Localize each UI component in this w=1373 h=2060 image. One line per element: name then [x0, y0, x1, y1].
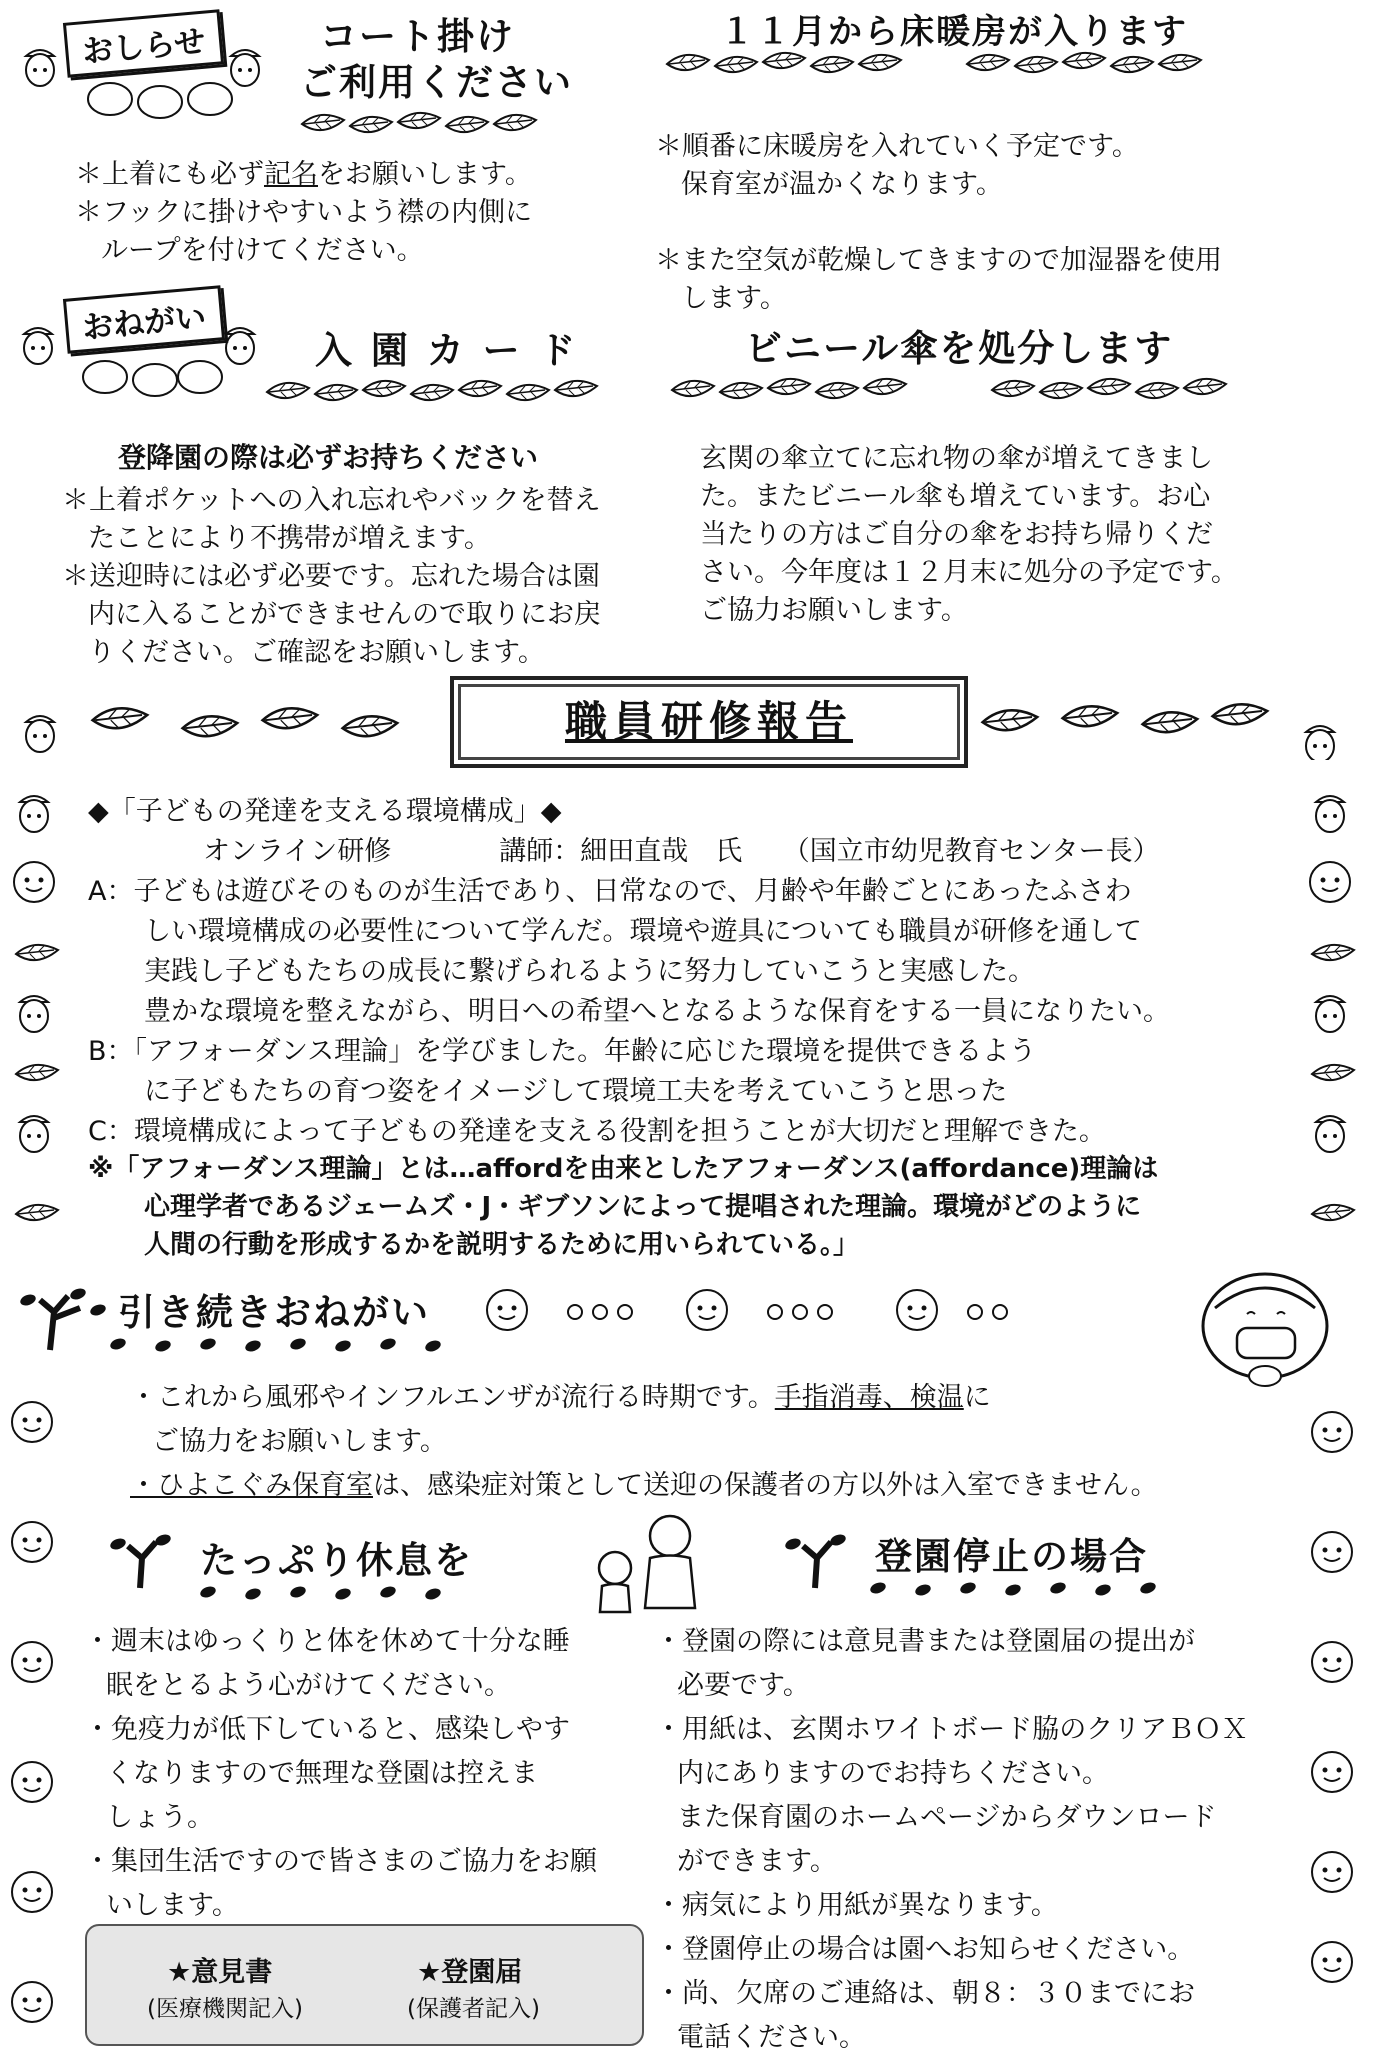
leaf-vine-icon [670, 368, 1290, 408]
acorn-border-right-icon [1300, 790, 1370, 1270]
coat-line-3: ループを付けてください。 [101, 235, 424, 266]
masked-child-icon [1185, 1268, 1345, 1388]
heating-line-2: 保育室が温かくなります。 [681, 169, 1003, 200]
stop-line-4: 内にありますのでお持ちください。 [677, 1758, 1109, 1789]
leaf-vine-icon [665, 44, 1265, 80]
card-line-5: りください。ご確認をお願いします。 [88, 637, 545, 668]
continued-title: 引き続きおねがい [118, 1291, 430, 1334]
training-note-3: 人間の行動を形成するかを説明するために用いられている。」 [144, 1230, 860, 1260]
stop-line-8: ・登園停止の場合は園へお知らせください。 [655, 1934, 1195, 1965]
stop-title: 登園停止の場合 [875, 1535, 1148, 1578]
stop-line-10: 電話ください。 [677, 2022, 866, 2053]
stop-line-5: また保育園のホームページからダウンロード [677, 1802, 1217, 1833]
card-line-2: たことにより不携帯が増えます。 [88, 523, 491, 554]
oshirase-tag: おしらせ [63, 9, 224, 77]
tree-icon [775, 1530, 865, 1590]
doc2-title: ★登園届 [417, 1957, 523, 1988]
card-line-3: ＊送迎時には必ず必要です。忘れた場合は園 [62, 561, 600, 592]
acorn-border-left-icon [0, 790, 70, 1270]
card-line-1: ＊上着ポケットへの入れ忘れやバックを替え [62, 485, 601, 516]
stop-line-7: ・病気により用紙が異なります。 [655, 1890, 1058, 1921]
training-note-2: 心理学者であるジェームズ・J・ギブソンによって提唱された理論。環境がどのように [144, 1192, 1142, 1222]
umbrella-line-1: 玄関の傘立てに忘れ物の傘が増えてきまし [700, 443, 1213, 474]
heating-line-1: ＊順番に床暖房を入れていく予定です。 [655, 131, 1139, 162]
card-body [62, 482, 601, 672]
dot-trail-icon [860, 1576, 1180, 1600]
heating-body [655, 128, 1222, 318]
form-types-box [85, 1924, 644, 2046]
heating-line-3: ＊また空気が乾燥してきますので加湿器を使用 [655, 245, 1222, 276]
onegai-tag: おねがい [63, 285, 225, 354]
continued-line-2: ご協力をお願いします。 [152, 1426, 447, 1457]
stop-body [655, 1620, 1248, 2060]
rest-body [84, 1620, 597, 1928]
training-line-a3: 実践し子どもたちの成長に繋げられるように努力していこうと実感した。 [144, 956, 1035, 987]
umbrella-line-3: 当たりの方はご自分の傘をお持ち帰りくだ [700, 519, 1213, 550]
training-note-1: ※「アフォーダンス理論」とは…affordを由来としたアフォーダンス(affordance)理論は [88, 1154, 1159, 1184]
coat-line-2: ＊フックに掛けやすいよう襟の内側に [75, 197, 533, 228]
card-subtitle: 登降園の際は必ずお持ちください [118, 441, 539, 474]
training-line-a4: 豊かな環境を整えながら、明日への希望へとなるような保育をする一員になりたい。 [144, 996, 1170, 1027]
training-heading: ◆「子どもの発達を支える環境構成」◆ [88, 796, 562, 827]
stop-line-6: ができます。 [677, 1846, 837, 1877]
training-body [88, 792, 1170, 1152]
doc1-sub: (医療機関記入) [147, 1996, 303, 2022]
card-title: 入 園 カ ー ド [315, 329, 579, 372]
rest-line-3: ・免疫力が低下していると、感染しやす [84, 1714, 570, 1745]
umbrella-line-5: ご協力お願いします。 [700, 595, 968, 626]
rest-line-5: しょう。 [106, 1802, 214, 1833]
oshirase-illustration [10, 4, 280, 124]
children-bubbles-icon [475, 1282, 1015, 1352]
stop-line-3: ・用紙は、玄関ホワイトボード脇のクリアＢＯＸ [655, 1714, 1249, 1745]
dot-trail-icon [190, 1580, 490, 1604]
stop-line-2: 必要です。 [677, 1670, 810, 1701]
rest-title: たっぷり休息を [200, 1539, 473, 1582]
umbrella-line-2: た。またビニール傘も増えています。お心 [700, 481, 1211, 512]
continued-line-3: ・ひよこぐみ保育室は、感染症対策として送迎の保護者の方以外は入室できません。 [130, 1470, 1158, 1501]
dot-trail-icon [100, 1332, 460, 1356]
doc1-title: ★意見書 [167, 1957, 273, 1988]
rest-line-4: くなりますので無理な登園は控えま [106, 1758, 538, 1789]
heating-line-4: します。 [681, 283, 787, 314]
coat-title-line2: ご利用ください [300, 61, 573, 104]
doc2-sub: (保護者記入) [407, 1996, 540, 2022]
umbrella-title: ビニール傘を処分します [745, 327, 1174, 370]
training-note [88, 1150, 1158, 1264]
heating-title: １１月から床暖房が入ります [720, 12, 1188, 52]
coat-title-line1: コート掛け [320, 15, 515, 58]
training-line-b1: B：「アフォーダンス理論」を学びました。年齢に応じた環境を提供できるよう [88, 1036, 1037, 1067]
umbrella-body [700, 440, 1238, 630]
training-line-c: C：環境構成によって子どもの発達を支える役割を担うことが大切だと理解できた。 [88, 1116, 1106, 1147]
onegai-illustration [10, 272, 270, 402]
mother-child-icon [580, 1508, 710, 1618]
training-info: オンライン研修 講師：細田直哉 氏 （国立市幼児教育センター長） [203, 836, 1160, 867]
leaf-vine-icon [300, 104, 560, 140]
tree-icon [100, 1530, 190, 1590]
autumn-leaves-left-icon [0, 690, 450, 760]
animal-border-left-icon [0, 1400, 70, 2040]
animal-border-right-icon [1300, 1410, 1370, 1990]
coat-body [75, 156, 532, 270]
card-line-4: 内に入ることができませんので取りにお戻 [88, 599, 601, 630]
training-line-a1: A：子どもは遊びそのものが生活であり、日常なので、月齢や年齢ごとにあったふさわ [88, 876, 1132, 907]
rest-line-1: ・週末はゆっくりと体を休めて十分な睡 [84, 1626, 570, 1657]
umbrella-line-4: さい。今年度は１２月末に処分の予定です。 [700, 557, 1238, 588]
training-line-b2: に子どもたちの育つ姿をイメージして環境工夫を考えていこうと思った [144, 1076, 1008, 1107]
stop-line-1: ・登園の際には意見書または登園届の提出が [655, 1626, 1195, 1657]
rest-line-2: 眠をとるよう心がけてください。 [106, 1670, 511, 1701]
continued-line-1: ・これから風邪やインフルエンザが流行る時期です。手指消毒、検温に [130, 1382, 991, 1413]
autumn-leaves-right-icon [960, 690, 1370, 760]
rest-line-6: ・集団生活ですので皆さまのご協力をお願 [84, 1846, 597, 1877]
continued-body [130, 1376, 1158, 1508]
stop-line-9: ・尚、欠席のご連絡は、朝８：３０までにお [655, 1978, 1195, 2009]
training-line-a2: しい環境構成の必要性について学んだ。環境や遊具についても職員が研修を通して [144, 916, 1142, 947]
training-title: 職員研修報告 [450, 676, 968, 768]
leaf-vine-icon [265, 370, 645, 410]
coat-line-1: ＊上着にも必ず記名をお願いします。 [75, 159, 532, 190]
rest-line-7: いします。 [106, 1890, 239, 1921]
